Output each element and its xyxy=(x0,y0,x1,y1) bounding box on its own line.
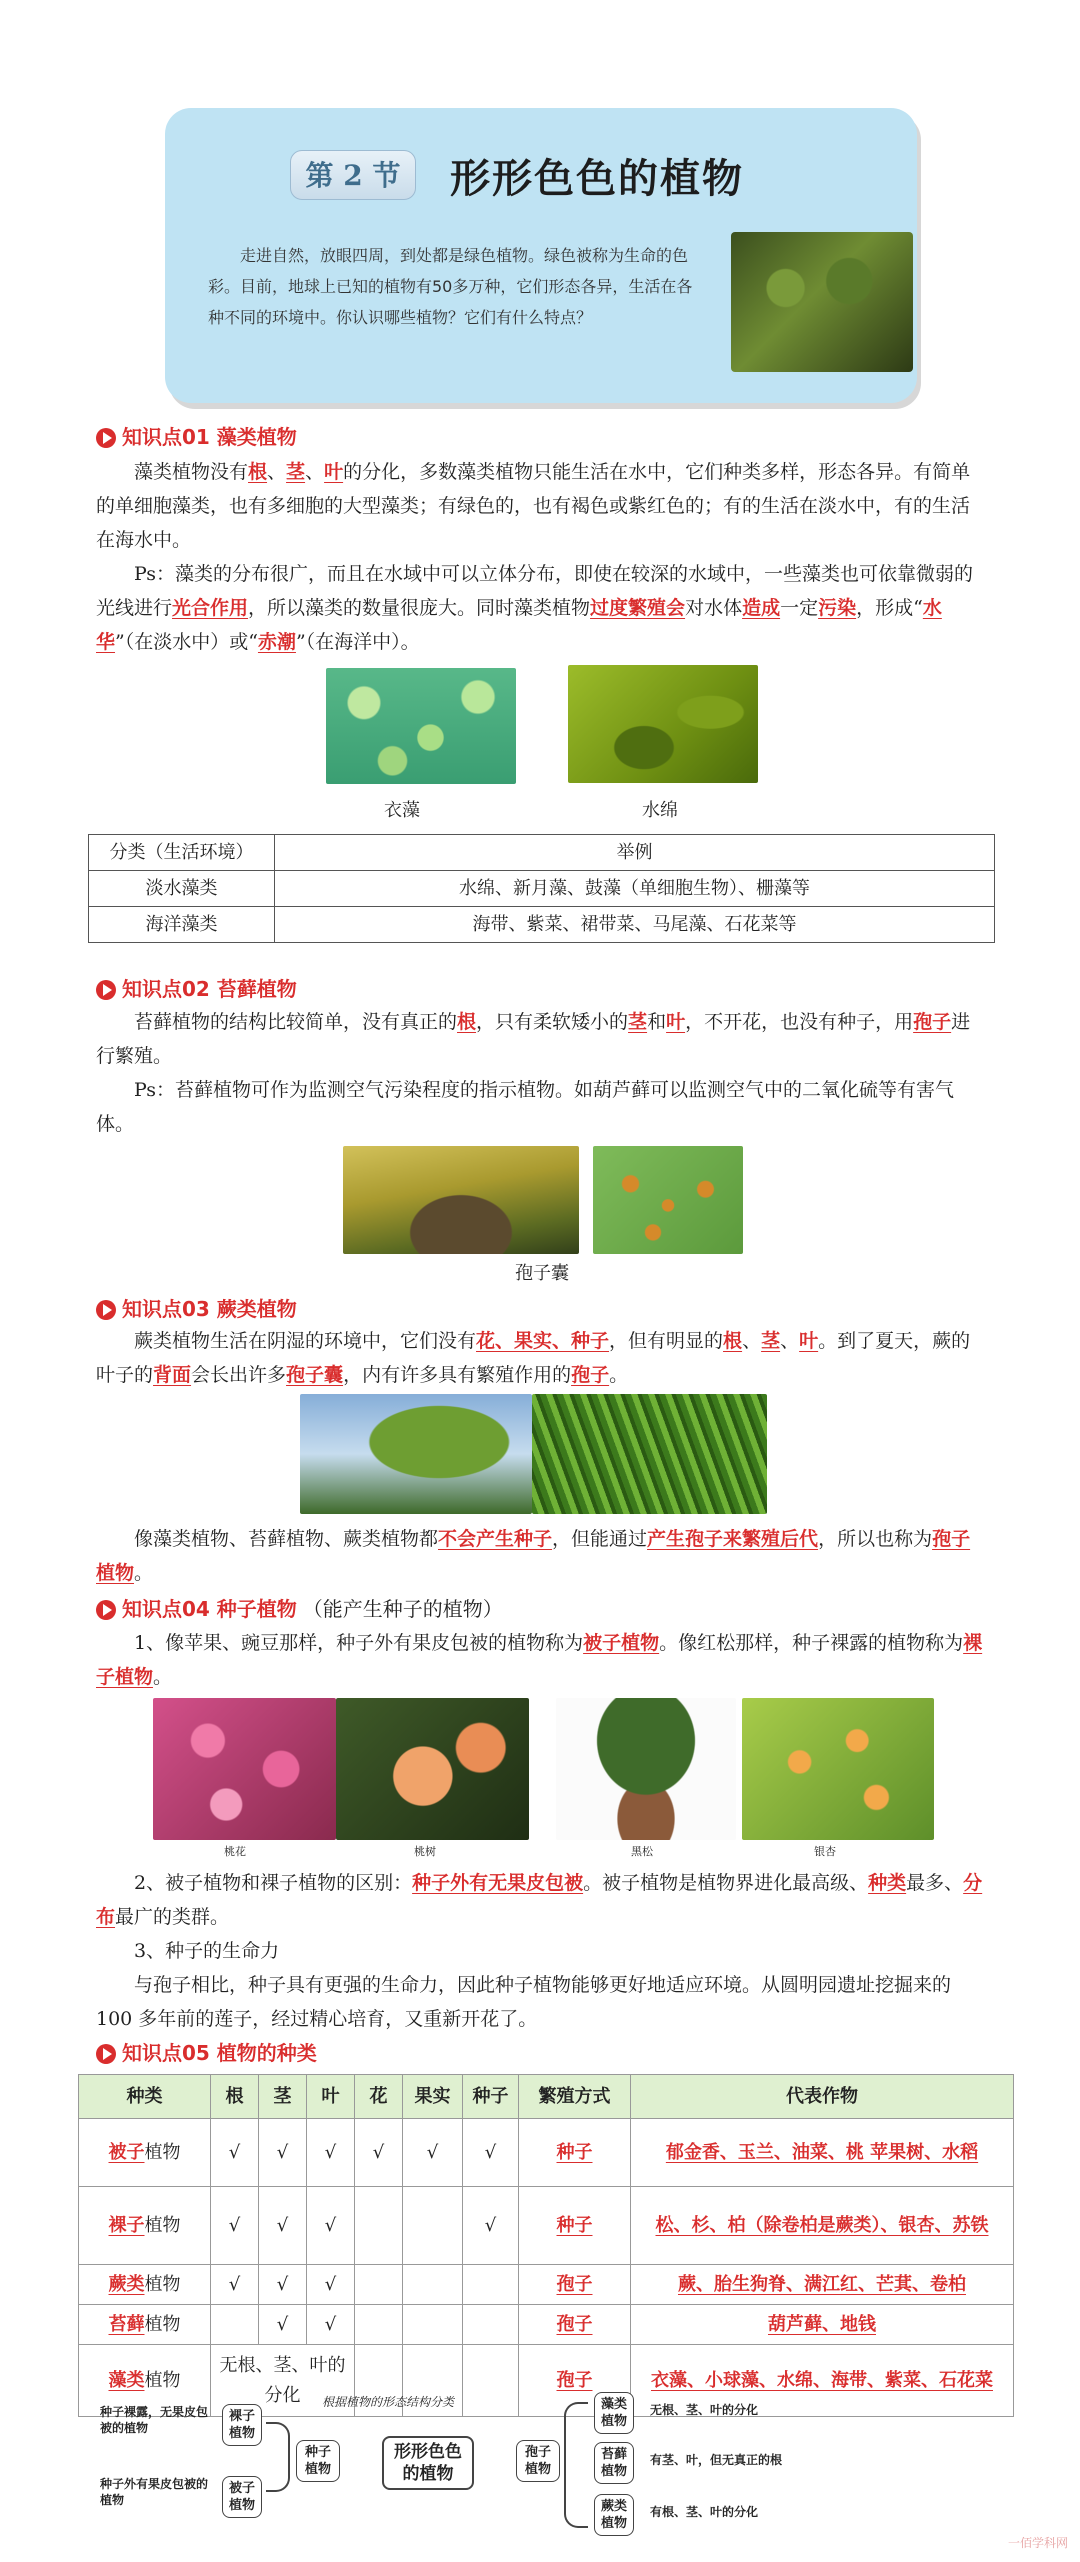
caption-ginkgo: 银杏 xyxy=(814,1845,836,1858)
table-header-cell: 种子 xyxy=(463,2075,519,2119)
section-intro: 走进自然，放眼四周，到处都是绿色植物。绿色被称为生命的色彩。目前，地球上已知的植物有50多万种，它们形态各异，生活在各种不同的环境中。你认识哪些植物？它们有什么特点？ xyxy=(208,246,693,327)
spore-node: 孢子植物 xyxy=(516,2440,560,2482)
caption-peach-tree: 桃树 xyxy=(414,1845,436,1858)
kp4-paragraph-1: 1、像苹果、豌豆那样，种子外有果皮包被的植物称为被子植物。像红松那样，种子裸露的植物称为裸子植物。 xyxy=(96,1632,983,1688)
kp4-heading-sub: （能产生种子的植物） xyxy=(302,1597,503,1621)
table-cell: 郁金香、玉兰、油菜、桃 苹果树、水稻 xyxy=(631,2119,1014,2187)
table-cell: 衣藻、小球藻、水绵、海带、紫菜、石花菜 xyxy=(631,2345,1014,2417)
ginkgo-photo xyxy=(742,1698,934,1840)
table-cell: 海洋藻类 xyxy=(89,907,275,943)
table-header-row xyxy=(89,835,995,871)
table-cell xyxy=(403,2187,463,2265)
angio-desc: 种子外有果皮包被的植物 xyxy=(100,2477,209,2507)
table-cell xyxy=(211,2305,259,2345)
table-cell xyxy=(355,2187,403,2265)
peach-blossom-photo xyxy=(153,1698,336,1840)
table-header-cell: 叶 xyxy=(307,2075,355,2119)
table-row xyxy=(79,2119,1014,2187)
chlamydomonas-photo xyxy=(326,668,516,784)
table-header-cell: 举例 xyxy=(275,835,995,871)
table-cell: 种子 xyxy=(519,2119,631,2187)
table-cell: √ xyxy=(307,2119,355,2187)
moss-photo xyxy=(343,1146,579,1254)
table-cell: 蕨类植物 xyxy=(79,2265,211,2305)
peach-tree-photo xyxy=(336,1698,529,1840)
table-header-cell: 果实 xyxy=(403,2075,463,2119)
table-cell: √ xyxy=(259,2265,307,2305)
table-cell: 水绵、新月藻、鼓藻（单细胞生物）、栅藻等 xyxy=(275,871,995,907)
kp4-heading xyxy=(96,1592,503,1627)
table-cell: √ xyxy=(463,2187,519,2265)
table-cell: √ xyxy=(463,2119,519,2187)
table-cell: √ xyxy=(259,2119,307,2187)
table-row xyxy=(79,2187,1014,2265)
moss-desc: 有茎、叶，但无真正的根 xyxy=(650,2453,783,2467)
kp4-paragraph-4: 与孢子相比，种子具有更强的生命力，因此种子植物能够更好地适应环境。从圆明园遗址挖掘来的 100 多年前的莲子，经过精心培育，又重新开花了。 xyxy=(96,1974,952,2030)
center-node: 形形色色的植物 xyxy=(382,2436,474,2490)
classification-basis-label: 根据植物的形态结构分类 xyxy=(322,2395,455,2409)
kp2-heading xyxy=(96,972,297,1007)
table-cell: √ xyxy=(355,2119,403,2187)
kp1-paragraph-2: Ps：藻类的分布很广，而且在水域中可以立体分布，即使在较深的水域中，一些藻类也可依靠微弱的光线进行光合作用，所以藻类的数量很庞大。同时藻类植物过度繁殖会对水体造成一定污染，形成“水华”（在淡水中）或“赤潮”（在海洋中）。 xyxy=(96,563,974,653)
kp2-paragraph-2: Ps：苔藓植物可作为监测空气污染程度的指示植物。如葫芦藓可以监测空气中的二氧化硫等有害气体。 xyxy=(96,1079,955,1135)
table-cell xyxy=(355,2305,403,2345)
table-cell: √ xyxy=(307,2187,355,2265)
kp2-paragraph-1: 苔藓植物的结构比较简单，没有真正的根，只有柔软矮小的茎和叶，不开花，也没有种子，用孢子进行繁殖。 xyxy=(96,1011,971,1067)
table-header-cell: 繁殖方式 xyxy=(519,2075,631,2119)
play-circle-icon xyxy=(96,980,116,1000)
table-header-cell: 种类 xyxy=(79,2075,211,2119)
table-cell: 孢子 xyxy=(519,2265,631,2305)
caption-spirogyra: 水绵 xyxy=(642,800,678,821)
table-row xyxy=(89,907,995,943)
bracket xyxy=(266,2422,290,2492)
table-cell xyxy=(403,2265,463,2305)
play-circle-icon xyxy=(96,1300,116,1320)
table-row xyxy=(89,871,995,907)
table-header-cell: 分类（生活环境） xyxy=(89,835,275,871)
table-cell xyxy=(463,2305,519,2345)
section-tag: 第 2 节 xyxy=(290,150,416,200)
kp5-heading-text: 知识点05 植物的种类 xyxy=(122,2041,317,2065)
caption-black-pine: 黑松 xyxy=(631,1845,653,1858)
table-cell xyxy=(355,2265,403,2305)
kp1-heading-text: 知识点01 藻类植物 xyxy=(122,425,297,449)
kp4-heading-text: 知识点04 种子植物 xyxy=(122,1597,297,1621)
table-cell: √ xyxy=(211,2265,259,2305)
play-circle-icon xyxy=(96,2044,116,2064)
plant-classification-concept-map xyxy=(100,2390,980,2540)
section-title: 形形色色的植物 xyxy=(450,156,744,202)
table-cell: √ xyxy=(403,2119,463,2187)
kp1-paragraph-1: 藻类植物没有根、茎、叶的分化，多数藻类植物只能生活在水中，它们种类多样，形态各异。有简单的单细胞藻类，也有多细胞的大型藻类；有绿色的，也有褐色或紫红色的；有的生活在淡水中，有的生活在海水中。 xyxy=(96,461,971,551)
table-cell: 孢子 xyxy=(519,2305,631,2345)
kp1-heading xyxy=(96,420,297,455)
table-header-cell: 代表作物 xyxy=(631,2075,1014,2119)
fern-node: 蕨类植物 xyxy=(594,2494,634,2536)
table-cell: 无根、茎、叶的分化 xyxy=(211,2345,355,2417)
gymno-desc: 种子裸露，无果皮包被的植物 xyxy=(100,2405,209,2435)
table-header-row xyxy=(79,2075,1014,2119)
caption-chlamydomonas: 衣藻 xyxy=(384,800,420,821)
table-header-cell: 根 xyxy=(211,2075,259,2119)
table-cell: 孢子 xyxy=(519,2345,631,2417)
table-row xyxy=(79,2305,1014,2345)
play-circle-icon xyxy=(96,428,116,448)
table-cell: √ xyxy=(259,2305,307,2345)
algae-desc: 无根、茎、叶的分化 xyxy=(650,2403,759,2417)
fern-desc: 有根、茎、叶的分化 xyxy=(650,2505,759,2519)
bracket xyxy=(564,2402,588,2528)
kp3-heading-text: 知识点03 蕨类植物 xyxy=(122,1297,297,1321)
table-cell: 种子 xyxy=(519,2187,631,2265)
table-cell: 淡水藻类 xyxy=(89,871,275,907)
table-header-cell: 花 xyxy=(355,2075,403,2119)
table-cell: 藻类植物 xyxy=(79,2345,211,2417)
kp3-paragraph-2: 像藻类植物、苔藓植物、蕨类植物都不会产生种子，但能通过产生孢子来繁殖后代，所以也称为孢子植物。 xyxy=(96,1528,971,1584)
algae-classification-table xyxy=(88,834,995,943)
table-cell: 蕨、胎生狗脊、满江红、芒萁、卷柏 xyxy=(631,2265,1014,2305)
gymno-node: 裸子植物 xyxy=(222,2404,262,2446)
sporangium-photo xyxy=(593,1146,743,1254)
moss-node: 苔藓植物 xyxy=(594,2442,634,2484)
table-header-cell: 茎 xyxy=(259,2075,307,2119)
kp4-paragraph-3: 3、种子的生命力 xyxy=(134,1940,280,1962)
table-cell: 苔藓植物 xyxy=(79,2305,211,2345)
kp3-heading xyxy=(96,1292,297,1327)
kp4-paragraph-2: 2、被子植物和裸子植物的区别：种子外有无果皮包被。被子植物是植物界进化最高级、种类最多、分布最广的类群。 xyxy=(96,1872,983,1928)
table-cell: √ xyxy=(211,2119,259,2187)
kp5-heading xyxy=(96,2036,317,2071)
angio-node: 被子植物 xyxy=(222,2476,262,2518)
table-row xyxy=(79,2265,1014,2305)
plant-types-table xyxy=(78,2074,1014,2417)
table-cell: 松、杉、柏（除卷柏是蕨类）、银杏、苏铁 xyxy=(631,2187,1014,2265)
watermark: 一佰学科网 xyxy=(1007,2536,1068,2550)
table-cell xyxy=(403,2305,463,2345)
algae-node: 藻类植物 xyxy=(594,2392,634,2434)
fern-frond-photo xyxy=(300,1394,532,1514)
table-cell: 海带、紫菜、裙带菜、马尾藻、石花菜等 xyxy=(275,907,995,943)
spirogyra-photo xyxy=(568,665,758,783)
fern-leaves-photo xyxy=(532,1394,767,1514)
kp2-heading-text: 知识点02 苔藓植物 xyxy=(122,977,297,1001)
seed-node: 种子植物 xyxy=(296,2440,340,2482)
kp3-paragraph-1: 蕨类植物生活在阴湿的环境中，它们没有花、果实、种子，但有明显的根、茎、叶。到了夏天，蕨的叶子的背面会长出许多孢子囊，内有许多具有繁殖作用的孢子。 xyxy=(96,1330,971,1386)
table-cell: √ xyxy=(307,2265,355,2305)
table-cell: √ xyxy=(211,2187,259,2265)
play-circle-icon xyxy=(96,1600,116,1620)
table-cell xyxy=(463,2265,519,2305)
table-cell: √ xyxy=(259,2187,307,2265)
forest-moss-photo xyxy=(731,232,913,372)
table-cell: 被子植物 xyxy=(79,2119,211,2187)
table-cell: 裸子植物 xyxy=(79,2187,211,2265)
table-cell: √ xyxy=(307,2305,355,2345)
caption-sporangium: 孢子囊 xyxy=(515,1263,569,1284)
table-cell: 葫芦藓、地钱 xyxy=(631,2305,1014,2345)
caption-peach-blossom: 桃花 xyxy=(224,1845,246,1858)
black-pine-photo xyxy=(556,1698,736,1840)
